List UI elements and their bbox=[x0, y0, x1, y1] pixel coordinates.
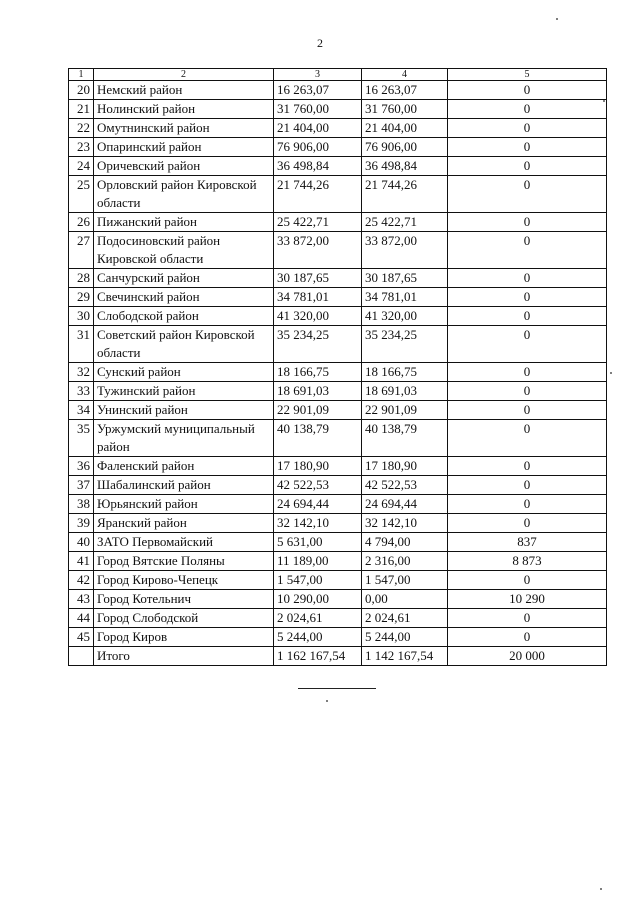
district-name: Шабалинский район bbox=[94, 476, 274, 495]
amount-col-4: 41 320,00 bbox=[362, 307, 448, 326]
amount-col-5: 0 bbox=[448, 307, 607, 326]
amount-col-5: 0 bbox=[448, 213, 607, 232]
row-number: 35 bbox=[69, 420, 94, 457]
amount-col-4: 0,00 bbox=[362, 590, 448, 609]
table-row bbox=[69, 307, 607, 326]
row-number: 39 bbox=[69, 514, 94, 533]
district-name: Город Слободской bbox=[94, 609, 274, 628]
table-row bbox=[69, 81, 607, 100]
district-name: Подосиновский район Кировской области bbox=[94, 232, 274, 269]
amount-col-4: 35 234,25 bbox=[362, 326, 448, 363]
district-name: Город Кирово-Чепецк bbox=[94, 571, 274, 590]
scan-speck bbox=[603, 100, 605, 102]
amount-col-3: 21 744,26 bbox=[274, 176, 362, 213]
table-row bbox=[69, 232, 607, 269]
row-number: 30 bbox=[69, 307, 94, 326]
row-number: 40 bbox=[69, 533, 94, 552]
amount-col-5: 0 bbox=[448, 382, 607, 401]
amount-col-4: 31 760,00 bbox=[362, 100, 448, 119]
amount-col-5: 0 bbox=[448, 514, 607, 533]
district-name: ЗАТО Первомайский bbox=[94, 533, 274, 552]
amount-col-3: 5 631,00 bbox=[274, 533, 362, 552]
district-name: Свечинский район bbox=[94, 288, 274, 307]
table-row bbox=[69, 533, 607, 552]
amount-col-3: 40 138,79 bbox=[274, 420, 362, 457]
amount-col-5: 0 bbox=[448, 176, 607, 213]
amount-col-3: 32 142,10 bbox=[274, 514, 362, 533]
district-name: Город Котельнич bbox=[94, 590, 274, 609]
row-number: 24 bbox=[69, 157, 94, 176]
amount-col-4: 4 794,00 bbox=[362, 533, 448, 552]
amount-col-3: 11 189,00 bbox=[274, 552, 362, 571]
amount-col-5: 0 bbox=[448, 363, 607, 382]
amount-col-3: 18 691,03 bbox=[274, 382, 362, 401]
amount-col-5: 0 bbox=[448, 571, 607, 590]
amount-col-4: 21 744,26 bbox=[362, 176, 448, 213]
amount-col-5: 0 bbox=[448, 457, 607, 476]
district-name: Орловский район Кировской области bbox=[94, 176, 274, 213]
amount-col-5: 0 bbox=[448, 119, 607, 138]
table-row bbox=[69, 213, 607, 232]
row-number: 25 bbox=[69, 176, 94, 213]
district-name: Слободской район bbox=[94, 307, 274, 326]
amount-col-5: 0 bbox=[448, 81, 607, 100]
closing-line bbox=[298, 688, 376, 689]
table-row bbox=[69, 138, 607, 157]
row-number: 27 bbox=[69, 232, 94, 269]
table-row bbox=[69, 269, 607, 288]
amount-col-4: 22 901,09 bbox=[362, 401, 448, 420]
amount-col-5: 10 290 bbox=[448, 590, 607, 609]
table-row bbox=[69, 401, 607, 420]
amount-col-4: 40 138,79 bbox=[362, 420, 448, 457]
district-name: Санчурский район bbox=[94, 269, 274, 288]
total-col-3: 1 162 167,54 bbox=[274, 647, 362, 666]
amount-col-4: 21 404,00 bbox=[362, 119, 448, 138]
row-number: 29 bbox=[69, 288, 94, 307]
table-row bbox=[69, 476, 607, 495]
row-number: 38 bbox=[69, 495, 94, 514]
amount-col-3: 25 422,71 bbox=[274, 213, 362, 232]
amount-col-3: 36 498,84 bbox=[274, 157, 362, 176]
row-number: 22 bbox=[69, 119, 94, 138]
amount-col-3: 5 244,00 bbox=[274, 628, 362, 647]
district-name: Фаленский район bbox=[94, 457, 274, 476]
amount-col-3: 35 234,25 bbox=[274, 326, 362, 363]
amount-col-4: 2 316,00 bbox=[362, 552, 448, 571]
amount-col-4: 30 187,65 bbox=[362, 269, 448, 288]
amount-col-3: 24 694,44 bbox=[274, 495, 362, 514]
amount-col-5: 0 bbox=[448, 628, 607, 647]
amount-col-5: 0 bbox=[448, 326, 607, 363]
amount-col-5: 0 bbox=[448, 495, 607, 514]
table-row bbox=[69, 609, 607, 628]
amount-col-5: 0 bbox=[448, 288, 607, 307]
budget-table bbox=[68, 68, 607, 666]
amount-col-5: 0 bbox=[448, 420, 607, 457]
district-name: Немский район bbox=[94, 81, 274, 100]
row-number: 37 bbox=[69, 476, 94, 495]
total-col-4: 1 142 167,54 bbox=[362, 647, 448, 666]
table-row bbox=[69, 495, 607, 514]
scan-speck bbox=[556, 18, 558, 20]
row-number: 33 bbox=[69, 382, 94, 401]
amount-col-4: 17 180,90 bbox=[362, 457, 448, 476]
amount-col-3: 33 872,00 bbox=[274, 232, 362, 269]
amount-col-5: 0 bbox=[448, 157, 607, 176]
district-name: Город Киров bbox=[94, 628, 274, 647]
table-body bbox=[69, 69, 607, 666]
total-label: Итого bbox=[94, 647, 274, 666]
amount-col-4: 32 142,10 bbox=[362, 514, 448, 533]
district-name: Город Вятские Поляны bbox=[94, 552, 274, 571]
row-number: 21 bbox=[69, 100, 94, 119]
district-name: Опаринский район bbox=[94, 138, 274, 157]
amount-col-5: 8 873 bbox=[448, 552, 607, 571]
row-number: 26 bbox=[69, 213, 94, 232]
total-row bbox=[69, 647, 607, 666]
row-number: 43 bbox=[69, 590, 94, 609]
amount-col-3: 42 522,53 bbox=[274, 476, 362, 495]
scan-speck bbox=[610, 372, 612, 374]
header-col-5: 5 bbox=[448, 69, 607, 81]
total-col-5: 20 000 bbox=[448, 647, 607, 666]
table-row bbox=[69, 590, 607, 609]
district-name: Яранский район bbox=[94, 514, 274, 533]
row-number: 36 bbox=[69, 457, 94, 476]
header-col-3: 3 bbox=[274, 69, 362, 81]
table-header-row bbox=[69, 69, 607, 81]
amount-col-5: 0 bbox=[448, 100, 607, 119]
district-name: Унинский район bbox=[94, 401, 274, 420]
amount-col-5: 0 bbox=[448, 232, 607, 269]
row-number: 31 bbox=[69, 326, 94, 363]
table-row bbox=[69, 363, 607, 382]
amount-col-5: 0 bbox=[448, 476, 607, 495]
row-number: 20 bbox=[69, 81, 94, 100]
amount-col-4: 76 906,00 bbox=[362, 138, 448, 157]
page-number: 2 bbox=[317, 36, 323, 50]
amount-col-5: 0 bbox=[448, 269, 607, 288]
row-number: 41 bbox=[69, 552, 94, 571]
table-row bbox=[69, 176, 607, 213]
amount-col-3: 31 760,00 bbox=[274, 100, 362, 119]
table-row bbox=[69, 382, 607, 401]
row-number: 42 bbox=[69, 571, 94, 590]
amount-col-3: 76 906,00 bbox=[274, 138, 362, 157]
amount-col-3: 10 290,00 bbox=[274, 590, 362, 609]
header-col-1: 1 bbox=[69, 69, 94, 81]
amount-col-4: 2 024,61 bbox=[362, 609, 448, 628]
amount-col-4: 24 694,44 bbox=[362, 495, 448, 514]
amount-col-5: 0 bbox=[448, 138, 607, 157]
district-name: Оричевский район bbox=[94, 157, 274, 176]
amount-col-3: 41 320,00 bbox=[274, 307, 362, 326]
district-name: Сунский район bbox=[94, 363, 274, 382]
table-row bbox=[69, 628, 607, 647]
row-number: 32 bbox=[69, 363, 94, 382]
total-row-number bbox=[69, 647, 94, 666]
table-row bbox=[69, 326, 607, 363]
amount-col-4: 18 691,03 bbox=[362, 382, 448, 401]
amount-col-3: 17 180,90 bbox=[274, 457, 362, 476]
scan-speck bbox=[326, 700, 328, 702]
amount-col-4: 1 547,00 bbox=[362, 571, 448, 590]
table-row bbox=[69, 119, 607, 138]
amount-col-4: 16 263,07 bbox=[362, 81, 448, 100]
amount-col-4: 18 166,75 bbox=[362, 363, 448, 382]
amount-col-4: 36 498,84 bbox=[362, 157, 448, 176]
amount-col-3: 1 547,00 bbox=[274, 571, 362, 590]
amount-col-3: 30 187,65 bbox=[274, 269, 362, 288]
table-row bbox=[69, 457, 607, 476]
district-name: Уржумский муниципальный район bbox=[94, 420, 274, 457]
scan-speck bbox=[600, 888, 602, 890]
district-name: Нолинский район bbox=[94, 100, 274, 119]
amount-col-4: 33 872,00 bbox=[362, 232, 448, 269]
header-col-2: 2 bbox=[94, 69, 274, 81]
amount-col-3: 16 263,07 bbox=[274, 81, 362, 100]
row-number: 44 bbox=[69, 609, 94, 628]
district-name: Омутнинский район bbox=[94, 119, 274, 138]
district-name: Юрьянский район bbox=[94, 495, 274, 514]
table-row bbox=[69, 288, 607, 307]
row-number: 45 bbox=[69, 628, 94, 647]
amount-col-3: 2 024,61 bbox=[274, 609, 362, 628]
table-row bbox=[69, 100, 607, 119]
amount-col-5: 837 bbox=[448, 533, 607, 552]
amount-col-4: 5 244,00 bbox=[362, 628, 448, 647]
amount-col-4: 34 781,01 bbox=[362, 288, 448, 307]
header-col-4: 4 bbox=[362, 69, 448, 81]
row-number: 34 bbox=[69, 401, 94, 420]
amount-col-4: 42 522,53 bbox=[362, 476, 448, 495]
amount-col-4: 25 422,71 bbox=[362, 213, 448, 232]
table-row bbox=[69, 552, 607, 571]
amount-col-5: 0 bbox=[448, 401, 607, 420]
amount-col-3: 18 166,75 bbox=[274, 363, 362, 382]
amount-col-5: 0 bbox=[448, 609, 607, 628]
row-number: 28 bbox=[69, 269, 94, 288]
table-row bbox=[69, 420, 607, 457]
table-row bbox=[69, 571, 607, 590]
amount-col-3: 21 404,00 bbox=[274, 119, 362, 138]
district-name: Тужинский район bbox=[94, 382, 274, 401]
table-row bbox=[69, 157, 607, 176]
district-name: Советский район Кировской области bbox=[94, 326, 274, 363]
district-name: Пижанский район bbox=[94, 213, 274, 232]
row-number: 23 bbox=[69, 138, 94, 157]
amount-col-3: 34 781,01 bbox=[274, 288, 362, 307]
table-row bbox=[69, 514, 607, 533]
amount-col-3: 22 901,09 bbox=[274, 401, 362, 420]
